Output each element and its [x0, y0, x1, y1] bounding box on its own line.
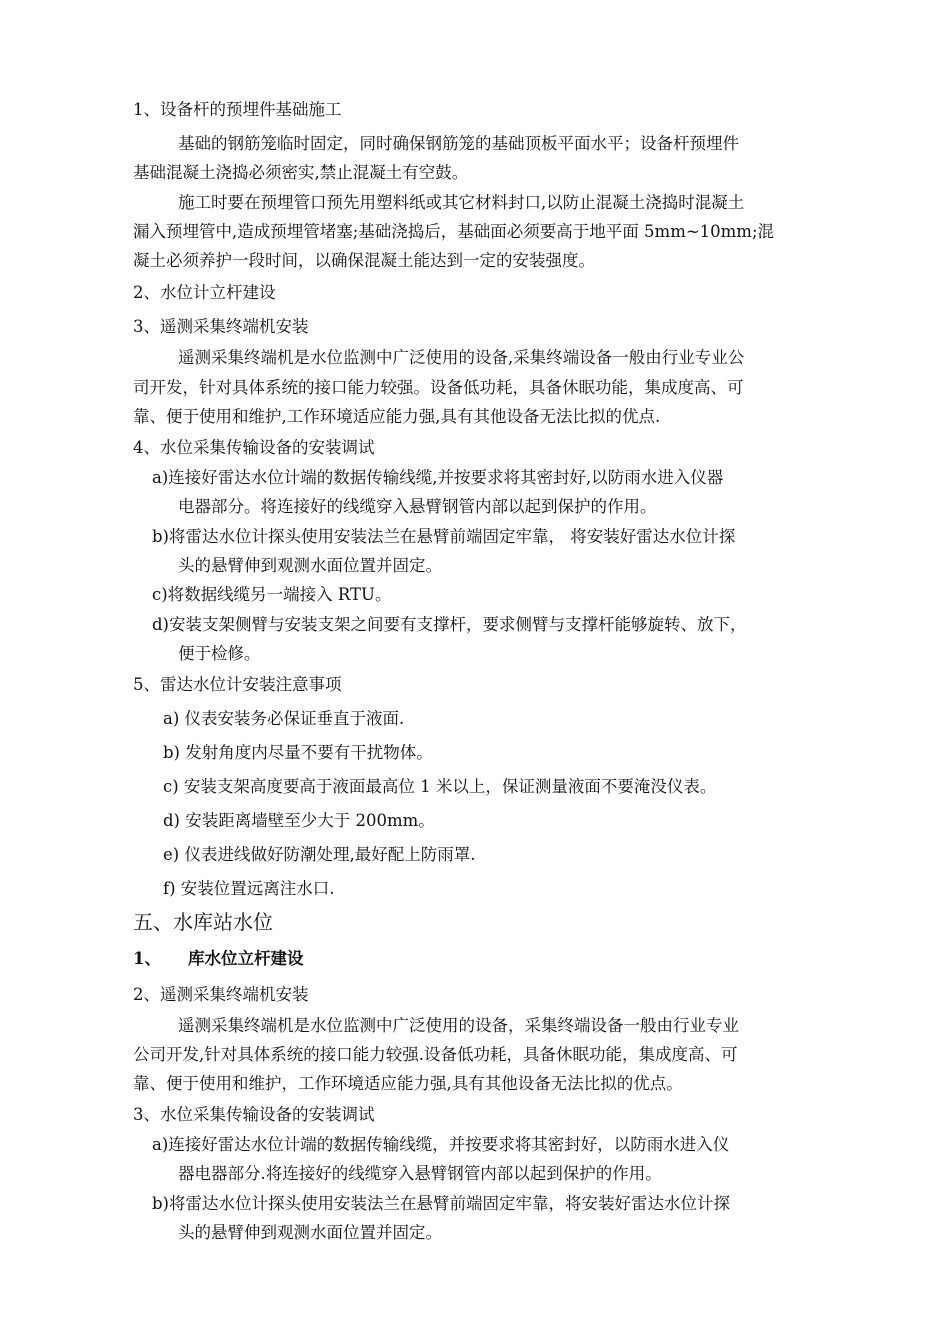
- item3-p1-line2: 司开发，针对具体系统的接口能力较强。设备低功耗，具备休眠功能，集成度高、可: [133, 378, 744, 397]
- item1-p2-line1: 施工时要在预埋管口预先用塑料纸或其它材料封口,以防止混凝土浇捣时混凝土: [178, 193, 745, 212]
- item4-d-line2: 便于检修。: [178, 644, 261, 663]
- section5-title: 五、水库站水位: [133, 910, 273, 934]
- item1-p1-line1: 基础的钢筋笼临时固定，同时确保钢筋笼的基础顶板平面水平；设备杆预埋件: [178, 134, 739, 153]
- s5-item2-p1-line3: 靠、便于使用和维护，工作环境适应能力强,具有其他设备无法比拟的优点。: [133, 1074, 683, 1093]
- item4-b-line1: b)将雷达水位计探头使用安装法兰在悬臂前端固定牢靠， 将安装好雷达水位计探: [152, 527, 736, 546]
- item5-list-item: a) 仪表安装务必保证垂直于液面.: [163, 709, 405, 728]
- item1-p2-line2: 漏入预埋管中,造成预埋管堵塞;基础浇捣后，基础面必须要高于地平面 5mm~10mm;混: [133, 222, 775, 241]
- s5-item2-p1-line2: 公司开发,针对具体系统的接口能力较强.设备低功耗，具备休眠功能，集成度高、可: [133, 1045, 738, 1064]
- item4-c-line1: c)将数据线缆另一端接入 RTU。: [152, 585, 392, 604]
- item4-a-line2: 电器部分。将连接好的线缆穿入悬臂钢管内部以起到保护的作用。: [178, 497, 657, 516]
- item4-a-line1: a)连接好雷达水位计端的数据传输线缆,并按要求将其密封好,以防雨水进入仪器: [152, 468, 724, 487]
- s5-item1-heading: 库水位立杆建设: [188, 949, 304, 968]
- item1-heading: 1、设备杆的预埋件基础施工: [133, 100, 342, 119]
- item5-list-item: e) 仪表进线做好防潮处理,最好配上防雨罩.: [163, 845, 476, 864]
- s5-item2-p1-line1: 遥测采集终端机是水位监测中广泛使用的设备，采集终端设备一般由行业专业: [178, 1016, 739, 1035]
- s5-item3-a-line2: 器电器部分.将连接好的线缆穿入悬臂钢管内部以起到保护的作用。: [178, 1164, 662, 1183]
- item4-heading: 4、水位采集传输设备的安装调试: [133, 438, 375, 457]
- item3-heading: 3、遥测采集终端机安装: [133, 317, 309, 336]
- item5-list-item: b) 发射角度内尽量不要有干扰物体。: [163, 743, 433, 762]
- item3-p1-line3: 靠、便于使用和维护,工作环境适应能力强,具有其他设备无法比拟的优点.: [133, 407, 661, 426]
- s5-item3-a-line1: a)连接好雷达水位计端的数据传输线缆，并按要求将其密封好，以防雨水进入仪: [152, 1135, 730, 1154]
- item4-d-line1: d)安装支架侧臂与安装支架之间要有支撑杆，要求侧臂与支撑杆能够旋转、放下，: [152, 615, 747, 634]
- s5-item3-b-line2: 头的悬臂伸到观测水面位置并固定。: [178, 1223, 442, 1242]
- item1-p1-line2: 基础混凝土浇捣必须密实,禁止混凝土有空鼓。: [133, 163, 469, 182]
- s5-item1-number: 1、: [133, 949, 161, 968]
- s5-item2-heading: 2、遥测采集终端机安装: [133, 985, 309, 1004]
- item4-b-line2: 头的悬臂伸到观测水面位置并固定。: [178, 556, 442, 575]
- item3-p1-line1: 遥测采集终端机是水位监测中广泛使用的设备,采集终端设备一般由行业专业公: [178, 348, 745, 367]
- s5-item3-b-line1: b)将雷达水位计探头使用安装法兰在悬臂前端固定牢靠，将安装好雷达水位计探: [152, 1194, 730, 1213]
- s5-item3-heading: 3、水位采集传输设备的安装调试: [133, 1105, 375, 1124]
- item5-list-item: d) 安装距离墙壁至少大于 200mm。: [163, 811, 435, 830]
- item5-list-item: c) 安装支架高度要高于液面最高位 1 米以上，保证测量液面不要淹没仪表。: [163, 777, 717, 796]
- item2-heading: 2、水位计立杆建设: [133, 283, 276, 302]
- item5-list-item: f) 安装位置远离注水口.: [163, 879, 335, 898]
- item5-heading: 5、雷达水位计安装注意事项: [133, 675, 342, 694]
- item1-p2-line3: 凝土必须养护一段时间，以确保混凝土能达到一定的安装强度。: [133, 251, 595, 270]
